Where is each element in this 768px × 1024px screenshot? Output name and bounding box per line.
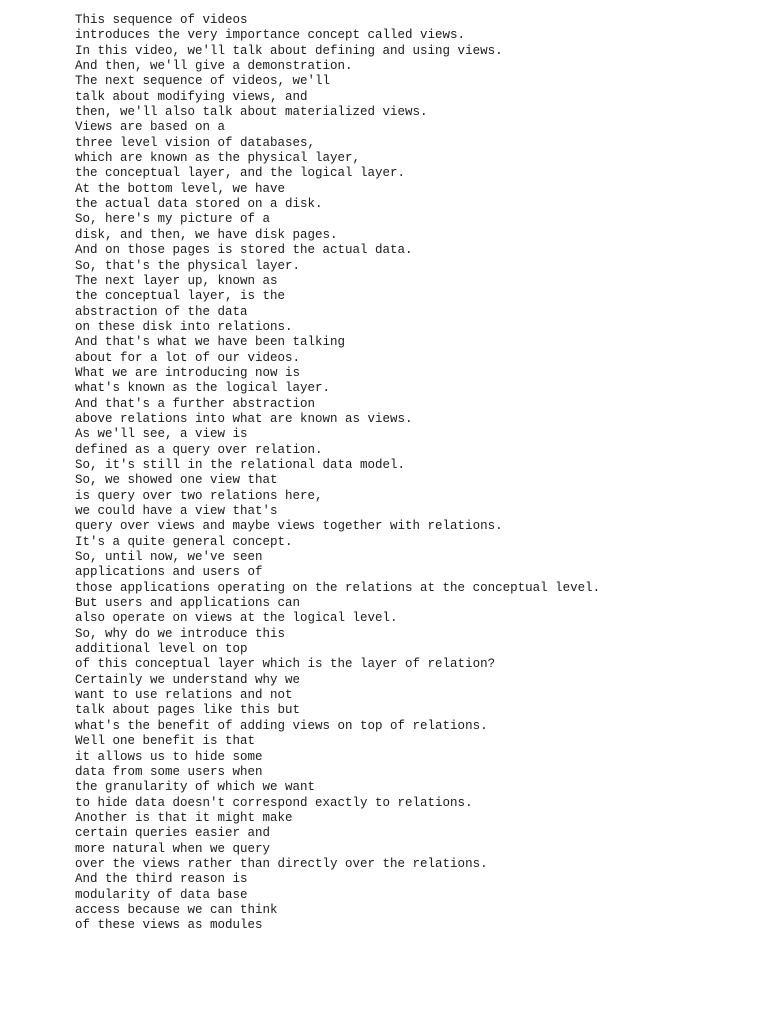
text-line: In this video, we'll talk about defining and using views. (75, 43, 503, 58)
text-line: it allows us to hide some (75, 749, 263, 764)
text-line: Certainly we understand why we (75, 672, 301, 687)
text-line: And that's a further abstraction (75, 396, 316, 411)
text-line: abstraction of the data (75, 304, 248, 319)
text-line: those applications operating on the relations at the conceptual level. (75, 580, 601, 595)
text-line: At the bottom level, we have (75, 181, 286, 196)
text-line: on these disk into relations. (75, 319, 293, 334)
text-line: So, until now, we've seen (75, 550, 263, 565)
text-line: defined as a query over relation. (75, 442, 323, 457)
text-line: of these views as modules (75, 918, 263, 933)
text-line: What we are introducing now is (75, 365, 301, 380)
text-line: So, that's the physical layer. (75, 258, 301, 273)
text-line: talk about modifying views, and (75, 89, 308, 104)
text-line: above relations into what are known as views. (75, 411, 413, 426)
text-line: data from some users when (75, 764, 263, 779)
text-line: access because we can think (75, 902, 278, 917)
text-line: modularity of data base (75, 887, 248, 902)
text-line: what's the benefit of adding views on top of relations. (75, 718, 488, 733)
text-line: additional level on top (75, 642, 248, 657)
text-line: also operate on views at the logical level. (75, 611, 398, 626)
text-line: It's a quite general concept. (75, 534, 293, 549)
text-line: Well one benefit is that (75, 734, 256, 749)
text-line: is query over two relations here, (75, 488, 323, 503)
text-line: The next layer up, known as (75, 273, 278, 288)
text-line: So, here's my picture of a (75, 212, 271, 227)
text-line: So, we showed one view that (75, 473, 278, 488)
text-line: of this conceptual layer which is the layer of relation? (75, 657, 496, 672)
text-line: the actual data stored on a disk. (75, 197, 323, 212)
text-line: want to use relations and not (75, 688, 293, 703)
text-line: over the views rather than directly over the relations. (75, 856, 488, 871)
text-line: So, it's still in the relational data model. (75, 457, 406, 472)
text-line: The next sequence of videos, we'll (75, 74, 331, 89)
text-line: about for a lot of our videos. (75, 350, 301, 365)
text-line: what's known as the logical layer. (75, 381, 331, 396)
text-line: to hide data doesn't correspond exactly to relations. (75, 795, 473, 810)
text-line: we could have a view that's (75, 504, 278, 518)
text-line: And the third reason is (75, 872, 248, 887)
text-line: the conceptual layer, and the logical layer. (75, 166, 406, 181)
text-line: certain queries easier and (75, 826, 271, 841)
transcript-text (75, 13, 755, 934)
text-line: As we'll see, a view is (75, 427, 248, 442)
text-line: disk, and then, we have disk pages. (75, 227, 338, 242)
text-line: introduces the very importance concept called views. (75, 28, 466, 43)
text-line: And on those pages is stored the actual data. (75, 243, 413, 258)
text-line: Views are based on a (75, 120, 226, 135)
text-line: which are known as the physical layer, (75, 151, 361, 166)
text-line: the conceptual layer, is the (75, 289, 286, 304)
text-line: the granularity of which we want (75, 780, 316, 795)
text-line: So, why do we introduce this (75, 626, 286, 641)
text-line: And then, we'll give a demonstration. (75, 59, 353, 74)
text-line: then, we'll also talk about materialized views. (75, 105, 428, 120)
text-line: more natural when we query (75, 841, 271, 856)
text-line: And that's what we have been talking (75, 335, 346, 350)
text-line: But users and applications can (75, 596, 301, 611)
text-line: query over views and maybe views together with relations. (75, 519, 503, 534)
text-line: This sequence of videos (75, 13, 248, 27)
text-line: applications and users of (75, 565, 263, 580)
text-line: three level vision of databases, (75, 135, 316, 150)
text-line: talk about pages like this but (75, 703, 301, 718)
text-line: Another is that it might make (75, 810, 293, 825)
